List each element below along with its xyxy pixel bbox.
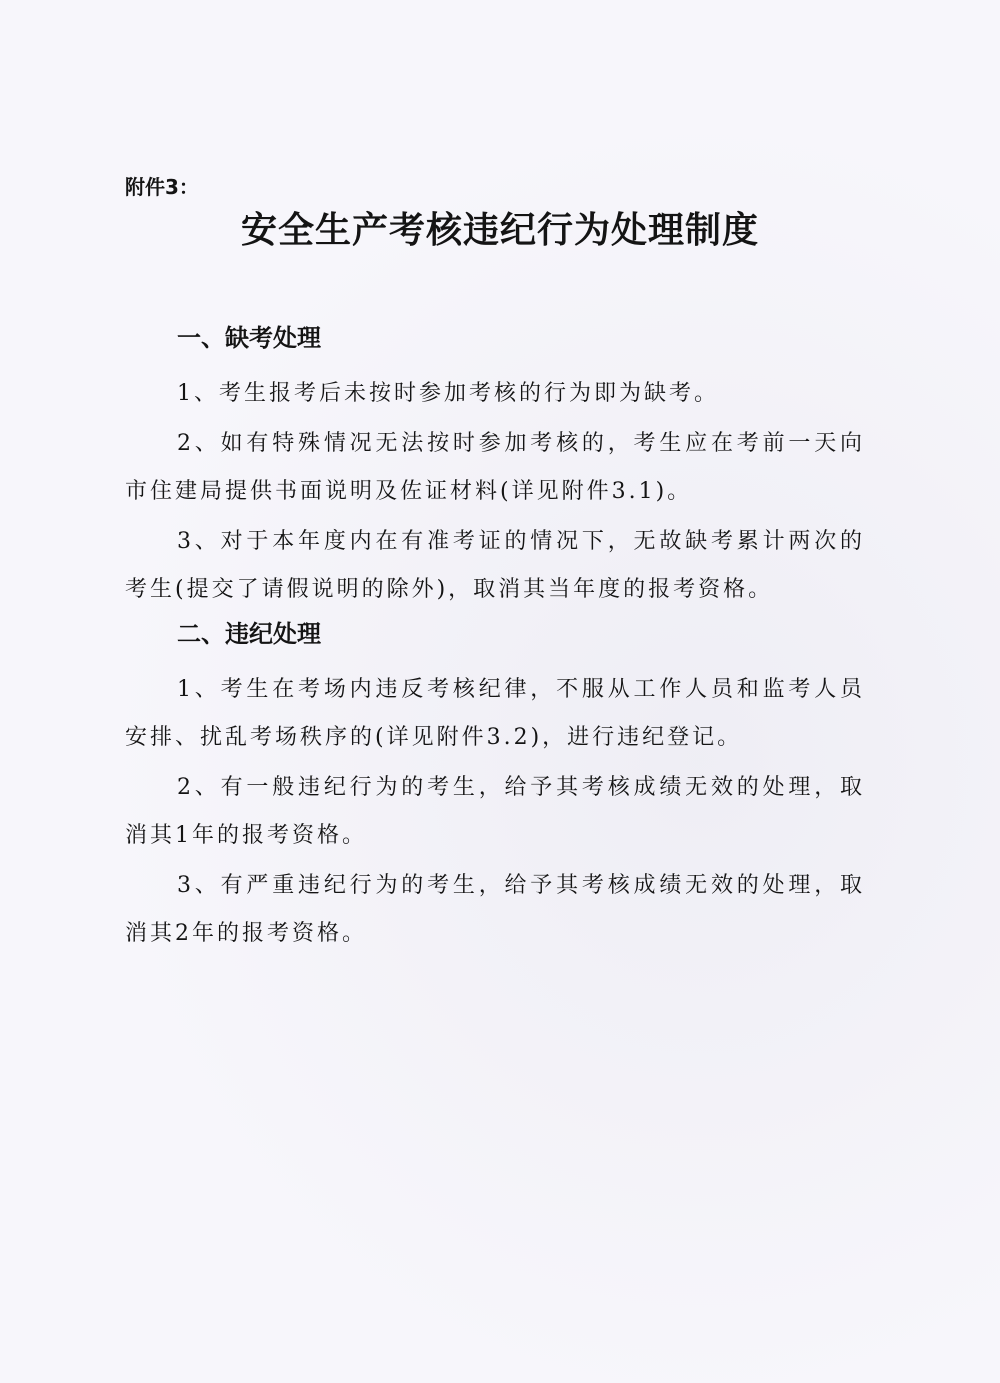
paragraph: 3、对于本年度内在有准考证的情况下，无故缺考累计两次的考生(提交了请假说明的除外)，取消其当年度的报考资格。: [125, 529, 865, 602]
paragraph: 2、如有特殊情况无法按时参加考核的，考生应在考前一天向市住建局提供书面说明及佐证材料(详见附件3.1)。: [125, 431, 865, 504]
section-heading: 二、违纪处理: [177, 620, 321, 648]
paragraph: 3、有严重违纪行为的考生，给予其考核成绩无效的处理，取消其2年的报考资格。: [125, 873, 865, 946]
document-title: 安全生产考核违纪行为处理制度: [240, 210, 759, 251]
document-body: [125, 320, 865, 960]
section-absence: [125, 320, 865, 614]
paragraph: 1、考生在考场内违反考核纪律，不服从工作人员和监考人员安排、扰乱考场秩序的(详见附件3.2)，进行违纪登记。: [125, 677, 865, 750]
attachment-label: 附件3：: [125, 175, 199, 199]
paragraph: 1、考生报考后未按时参加考核的行为即为缺考。: [177, 381, 719, 406]
section-discipline: [125, 616, 865, 958]
paragraph: 2、有一般违纪行为的考生，给予其考核成绩无效的处理，取消其1年的报考资格。: [125, 775, 865, 848]
section-heading: 一、缺考处理: [177, 324, 321, 352]
